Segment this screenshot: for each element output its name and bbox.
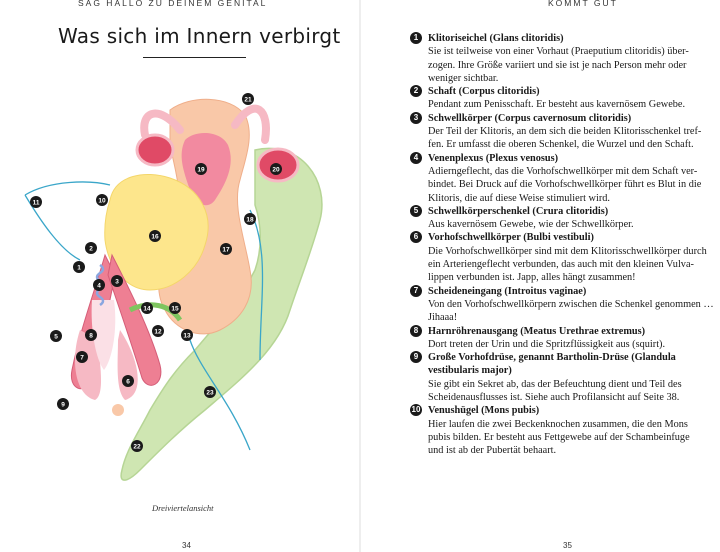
page-title: Was sich im Innern verbirgt [58,24,341,48]
legend-entry [413,351,720,404]
entry-body-line: weniger sichtbar. [428,72,499,84]
legend-entries [411,32,720,458]
marker-16 [149,230,161,242]
marker-9 [57,398,69,410]
legend-entry [413,325,720,352]
entry-body-line: fen. Er umfasst die oberen Schenkel, die Wurzel und den Schaft. [428,139,694,151]
entry-number-badge: 6 [410,231,422,243]
marker-2 [85,242,97,254]
entry-title: Venenplexus (Plexus venosus) [428,152,559,164]
entry-body-line: Sie gibt ein Sekret ab, das der Befeuchtung dient und Teil des [428,378,682,390]
entry-number-badge: 3 [410,112,422,124]
svg-text:16: 16 [151,233,159,241]
marker-6 [122,375,134,387]
marker-10 [96,194,108,206]
marker-21 [242,93,254,105]
entry-body-line: Klitoris, die auf diese Weise stimuliert wird. [428,192,611,204]
entry-body-line: pubis bilden. Er besteht aus Fettgewebe auf der Schambeinfuge [428,431,690,443]
svg-text:7: 7 [80,354,84,362]
entry-title: Klitoriseichel (Glans clitoridis) [428,33,564,44]
marker-7 [76,351,88,363]
ovary-left [137,135,173,165]
legend-entry [411,404,720,457]
legend-entry [413,231,720,284]
legend-entry [413,32,720,85]
entry-title: Vorhofschwellkörper (Bulbi vestibuli) [428,232,594,244]
anatomy-diagram [0,70,360,500]
marker-13 [181,329,193,341]
entry-body-line: Die Vorhofschwellkörper sind mit dem Klitorisschwellkörper durch [428,245,707,257]
marker-1 [73,261,85,273]
entry-body-line: Hier laufen die zwei Beckenknochen zusammen, die den Mons [428,418,688,430]
entry-body-line: ein Arteriengeflecht verbunden, das auch mit den kleinen Vulva- [428,259,694,271]
svg-text:17: 17 [222,246,230,254]
entry-title: Venushügel (Mons pubis) [428,405,540,417]
entry-title: Große Vorhofdrüse, genannt Bartholin-Drüse (Glandula [428,352,676,364]
entry-body-line: bindet. Bei Druck auf die Vorhofschwellkörper führt es Blut in die [428,179,702,191]
marker-18 [244,213,256,225]
marker-20 [270,163,282,175]
marker-22 [131,440,143,452]
entry-body-line: Adierngeflecht, das die Vorhofschwellkörper mit dem Schaft ver- [428,165,698,177]
entry-number-badge: 9 [410,351,422,363]
svg-text:18: 18 [246,216,254,224]
legend-entry [413,285,720,325]
page-number-left: 34 [182,541,191,550]
entry-title-continued: vestibularis major) [428,365,512,377]
svg-text:6: 6 [126,378,130,386]
svg-text:22: 22 [133,443,141,451]
marker-14 [141,302,153,314]
svg-text:10: 10 [98,197,106,205]
svg-text:3: 3 [115,278,119,286]
legend-entry [413,85,720,112]
legend-entry [413,152,720,205]
svg-text:12: 12 [154,328,162,336]
entry-body-line: und ist ab der Pubertät behaart. [428,445,557,457]
entry-body-line: Jihaaa! [428,312,458,324]
bartholin-gland [112,404,124,416]
svg-text:13: 13 [183,332,191,340]
svg-text:2: 2 [89,245,93,253]
entry-title: Scheideneingang (Introitus vaginae) [428,285,587,297]
marker-3 [111,275,123,287]
entry-body-line: Der Teil der Klitoris, an dem sich die beiden Klitorisschenkel tref- [428,126,702,138]
entry-body-line: Von den Vorhofschwellkörpern zwischen die Schenkel genommen … [428,298,714,310]
entry-number-badge: 4 [410,152,422,164]
entry-number-badge: 5 [410,205,422,217]
running-header-left: SAG HALLO ZU DEINEM GENITAL [78,0,268,8]
legend-entry [413,112,720,152]
svg-text:8: 8 [89,332,93,340]
svg-text:9: 9 [61,401,65,409]
svg-text:19: 19 [197,166,205,174]
svg-text:21: 21 [244,96,252,104]
svg-text:14: 14 [143,305,151,313]
marker-17 [220,243,232,255]
marker-5 [50,330,62,342]
entry-body-line: zogen. Ihre Größe variiert und sie ist je nach Person mehr oder [428,59,687,71]
title-rule [143,57,246,58]
entry-title: Schwellkörperschenkel (Crura clitoridis) [428,205,609,217]
entry-number-badge: 10 [411,405,421,415]
svg-text:1: 1 [77,264,81,272]
svg-text:15: 15 [171,305,179,313]
svg-text:23: 23 [206,389,214,397]
legend-entry [413,205,720,232]
running-header-right: KOMMT GUT [548,0,618,8]
marker-8 [85,329,97,341]
marker-15 [169,302,181,314]
entry-body-line: Scheidenausflusses ist. Siehe auch Profilansicht auf Seite 38. [428,392,680,404]
entry-body-line: Pendant zum Penisschaft. Er besteht aus kavernösem Gewebe. [428,99,686,111]
entry-number-badge: 2 [410,85,422,97]
marker-11 [30,196,42,208]
entry-number-badge: 1 [410,32,422,44]
entry-title: Schwellkörper (Corpus cavernosum clitoridis) [428,112,632,124]
entry-number-badge: 7 [410,285,422,297]
entry-body-line: lippen verbunden ist. Japp, alles hängt zusammen! [428,272,636,284]
entry-title: Schaft (Corpus clitoridis) [428,86,540,98]
entry-body-line: Aus kavernösem Gewebe, wie der Schwellkörper. [428,219,634,231]
marker-19 [195,163,207,175]
svg-text:4: 4 [97,282,101,290]
diagram-caption: Dreiviertelansicht [152,503,214,513]
marker-4 [93,279,105,291]
marker-23 [204,386,216,398]
svg-text:20: 20 [272,166,280,174]
entry-number-badge: 8 [410,325,422,337]
entry-body-line: Dort treten der Urin und die Spritzflüssigkeit aus (squirt). [428,338,666,350]
svg-text:11: 11 [32,199,40,207]
svg-text:5: 5 [54,333,58,341]
page-number-right: 35 [563,541,572,550]
entry-body-line: Sie ist teilweise von einer Vorhaut (Praeputium clitoridis) über- [428,46,689,58]
entry-title: Harnröhrenausgang (Meatus Urethrae extremus) [428,325,646,337]
marker-12 [152,325,164,337]
